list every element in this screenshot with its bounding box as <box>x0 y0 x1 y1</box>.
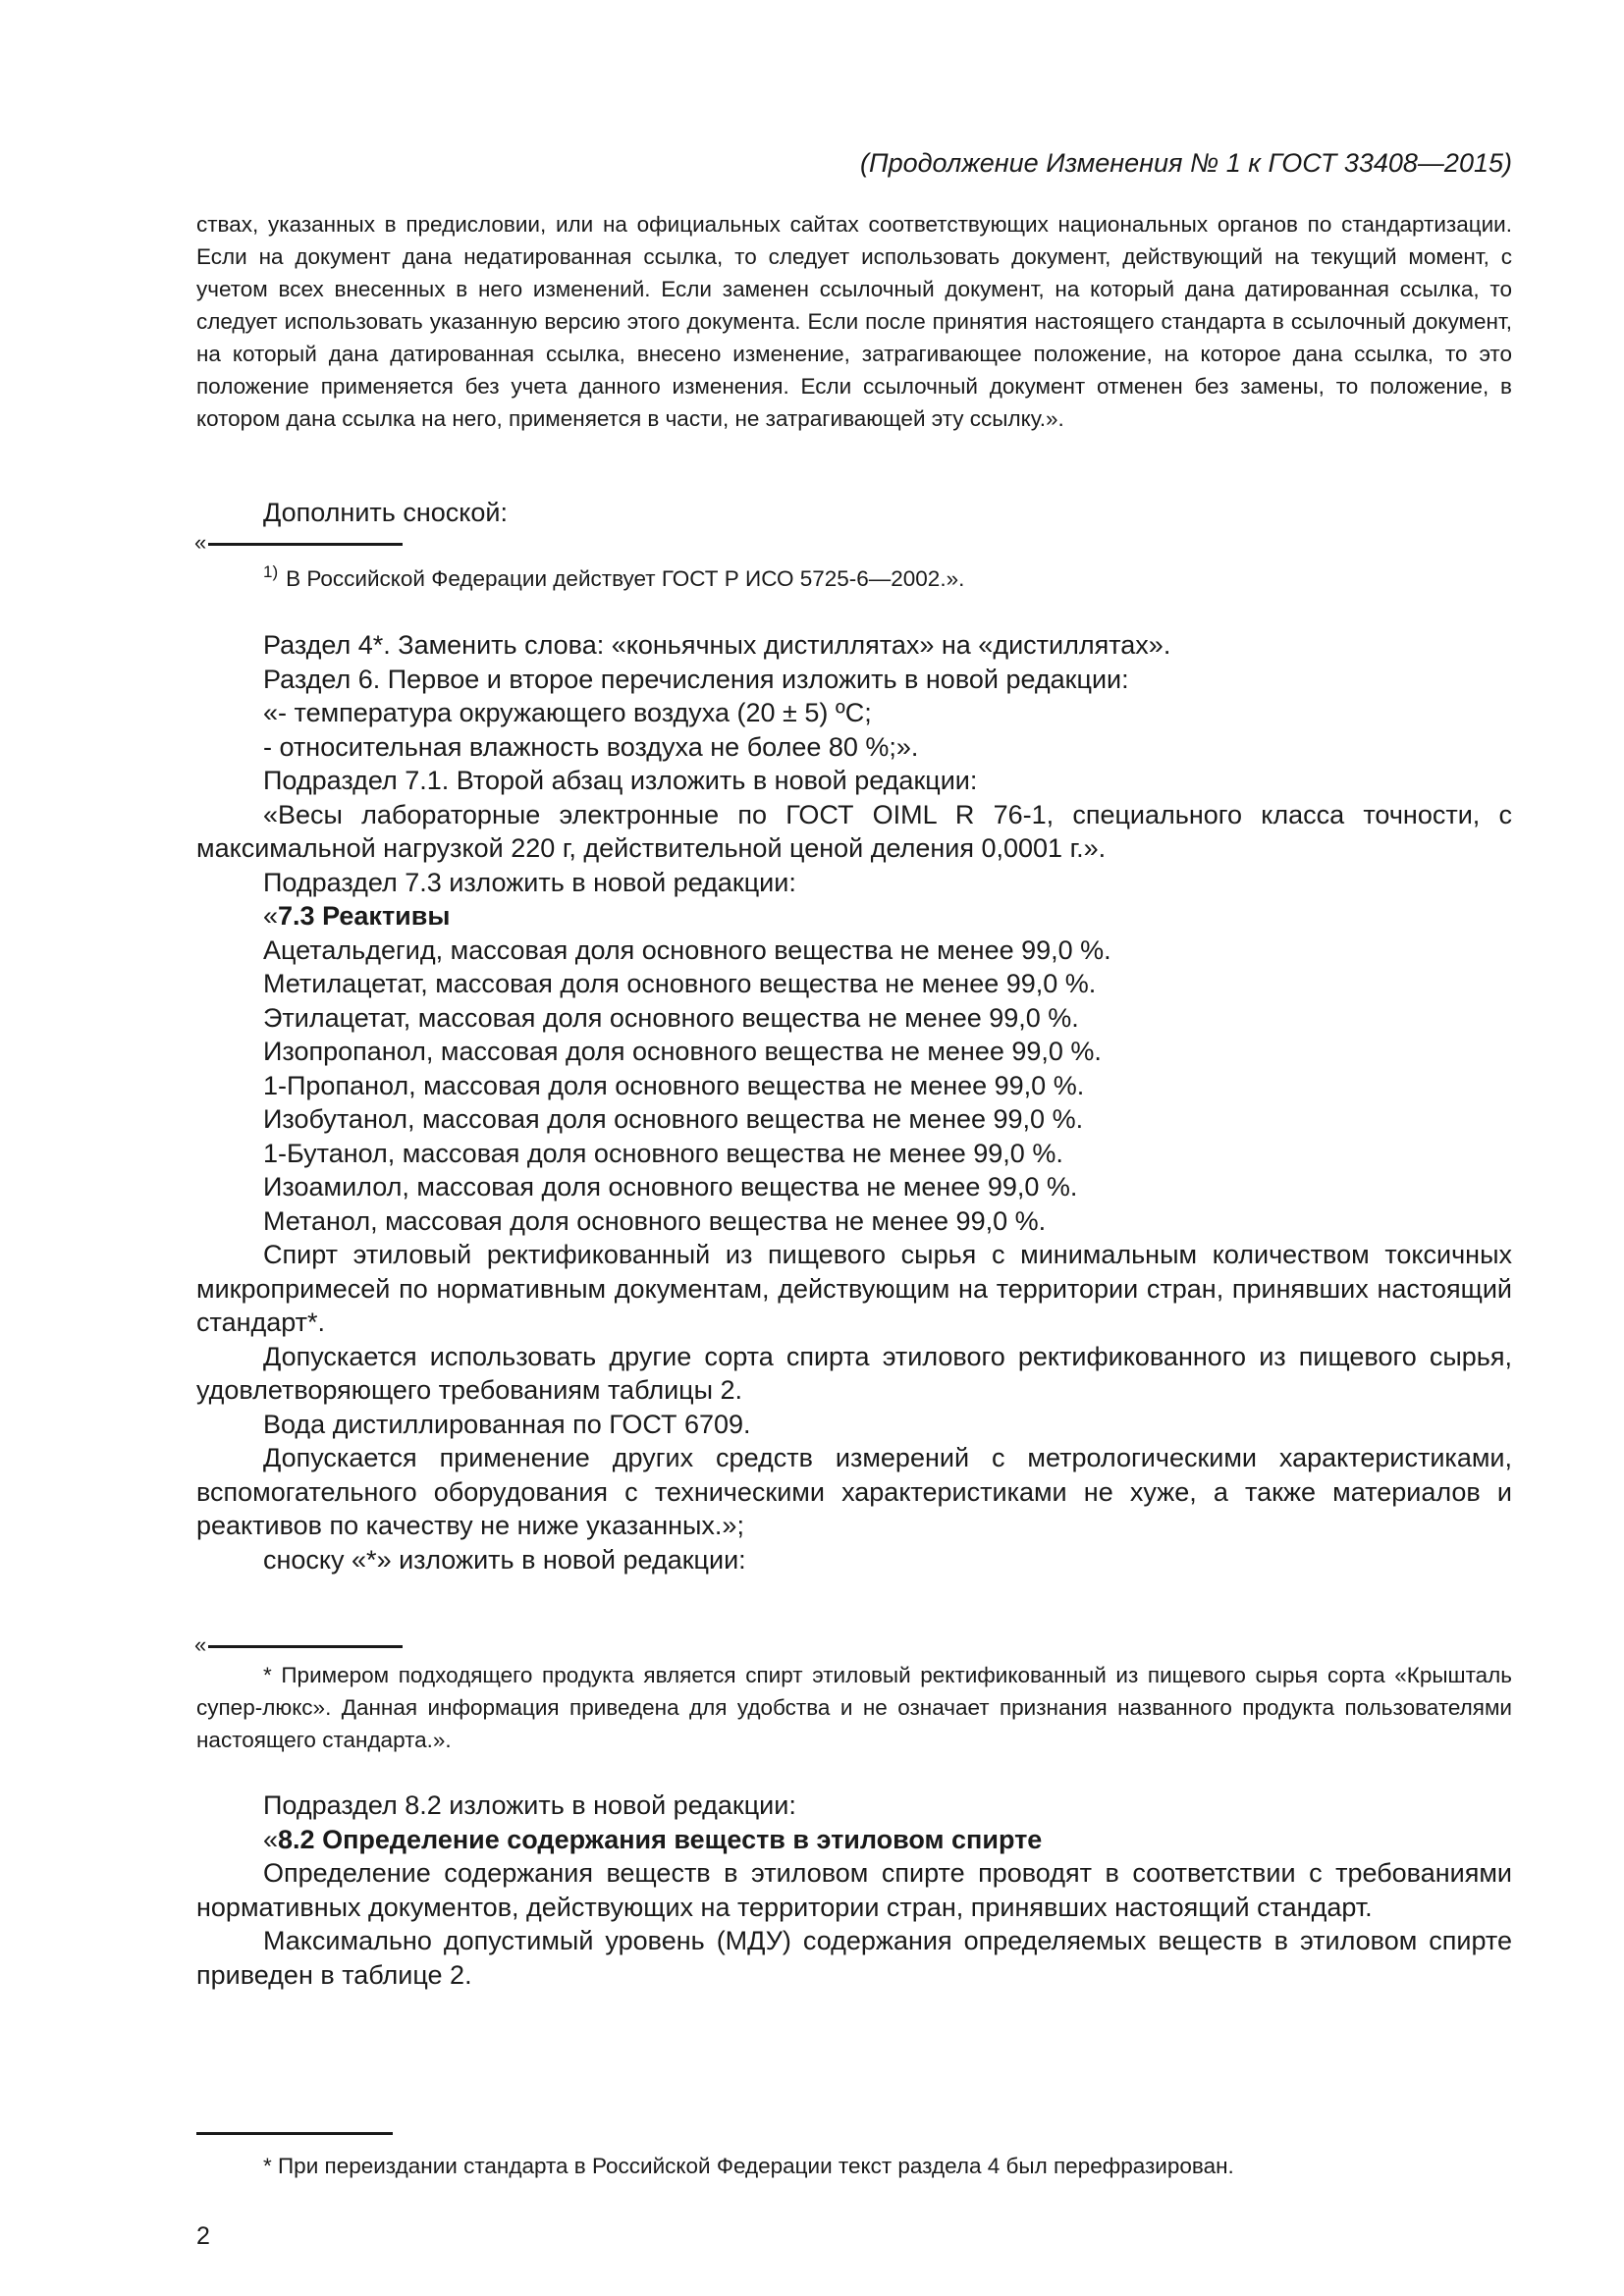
paragraph-8-2-b: Максимально допустимый уровень (МДУ) содержания определяемых веществ в этиловом спирте приведен в таблице 2. <box>196 1926 1512 1990</box>
subsection-7-3-intro: Подраздел 7.3 изложить в новой редакции: <box>263 867 796 897</box>
other-means-paragraph: Допускается применение других средств измерений с метрологическими характеристиками, вспомогательного оборудования с техническими характеристиками не хуже, а также материалов и реактивов по качеству не ниже указанных.»; <box>196 1443 1512 1540</box>
main-text <box>196 628 1512 1576</box>
heading-7-3-title: 7.3 Реактивы <box>278 901 451 931</box>
spirit-paragraph: Спирт этиловый ректификованный из пищевого сырья с минимальным количеством токсичных микропримесей по нормативным документам, действующим на территории стран, принявших настоящий стандарт*. <box>196 1240 1512 1337</box>
footnote-quote-mark: « <box>194 530 207 555</box>
heading-8-2: «8.2 Определение содержания веществ в этиловом спирте <box>263 1824 1043 1854</box>
heading-7-3: «7.3 Реактивы <box>263 901 451 931</box>
heading-8-2-title: 8.2 Определение содержания веществ в этиловом спирте <box>278 1824 1043 1854</box>
allowed-paragraph: Допускается использовать другие сорта спирта этилового ректификованного из пищевого сырья, удовлетворяющего требованиям таблицы 2. <box>196 1341 1512 1405</box>
subsection-8-2 <box>196 1789 1512 1992</box>
footnote-1 <box>263 556 1512 595</box>
reagent-item: Этилацетат, массовая доля основного вещества не менее 99,0 %. <box>263 1002 1079 1033</box>
line-temperature: «- температура окружающего воздуха (20 ± 5) ºС; <box>263 698 872 727</box>
intro-paragraph: ствах, указанных в предисловии, или на официальных сайтах соответствующих национальных органов по стандартизации. Если на документ дана недатированная ссылка, то следует использовать документ, действующий на текущий момент, с учетом всех внесенных в него изменений. Если заменен ссылочный документ, на который дана датированная ссылка, то следует использовать указанную версию этого документа. Если после принятия настоящего стандарта в ссылочный документ, на который дана датированная ссылка, внесено изменение, затрагивающее положение, на которое дана ссылка, то это положение применяется без учета данного изменения. Если ссылочный документ отменен без замены, то положение, в котором дана ссылка на него, применяется в части, не затрагивающей эту ссылку.». <box>196 212 1512 431</box>
footnote-star-rule <box>208 1645 403 1648</box>
reagent-item: Метанол, массовая доля основного вещества не менее 99,0 %. <box>263 1205 1047 1236</box>
footnote-star-intro: сноску «*» изложить в новой редакции: <box>263 1544 746 1575</box>
reagent-item: 1-Бутанол, массовая доля основного вещества не менее 99,0 %. <box>263 1138 1063 1168</box>
footnote-star-quote-mark: « <box>194 1632 207 1657</box>
reagent-item: Изоамилол, массовая доля основного вещества не менее 99,0 %. <box>263 1172 1078 1201</box>
bottom-footnote-rule <box>196 2132 393 2135</box>
reagent-item: Метилацетат, массовая доля основного вещества не менее 99,0 %. <box>263 969 1097 998</box>
line-humidity: - относительная влажность воздуха не более 80 %;». <box>263 731 919 762</box>
line-subsection-7-1: Подраздел 7.1. Второй абзац изложить в новой редакции: <box>263 766 978 795</box>
footnote-star-text: * Примером подходящего продукта является спирт этиловый ректификованный из пищевого сырья сорта «Крышталь супер-люкс». Данная информация приведена для удобства и не означает признания названного продукта пользователями настоящего стандарта.». <box>196 1663 1512 1752</box>
line-section-6: Раздел 6. Первое и второе перечисления изложить в новой редакции: <box>263 664 1129 694</box>
page-number: 2 <box>196 2222 210 2250</box>
line-section-4: Раздел 4*. Заменить слова: «коньячных дистиллятах» на «дистиллятах». <box>263 630 1171 660</box>
reagent-item: Ацетальдегид, массовая доля основного вещества не менее 99,0 %. <box>263 934 1111 965</box>
footnote-1-mark: 1) <box>263 562 279 581</box>
bottom-footnote: * При переиздании стандарта в Российской Федерации текст раздела 4 был перефразирован. <box>263 2154 1234 2178</box>
add-footnote-label: Дополнить сноской: <box>263 498 508 527</box>
running-header: (Продолжение Изменения № 1 к ГОСТ 33408—2015) <box>860 148 1512 178</box>
footnote-rule <box>208 543 403 546</box>
water-line: Вода дистиллированная по ГОСТ 6709. <box>263 1409 751 1439</box>
paragraph-8-2-a: Определение содержания веществ в этиловом спирте проводят в соответствии с требованиями нормативных документов, действующих на территории стран, принявших настоящий стандарт. <box>196 1858 1512 1922</box>
subsection-8-2-intro: Подраздел 8.2 изложить в новой редакции: <box>263 1790 796 1820</box>
reagent-item: Изобутанол, массовая доля основного вещества не менее 99,0 %. <box>263 1104 1084 1134</box>
reagent-item: 1-Пропанол, массовая доля основного вещества не менее 99,0 %. <box>263 1070 1085 1100</box>
footnote-1-text: В Российской Федерации действует ГОСТ Р ИСО 5725-6—2002.». <box>286 566 965 591</box>
reagent-item: Изопропанол, массовая доля основного вещества не менее 99,0 %. <box>263 1037 1102 1066</box>
scales-paragraph: «Весы лабораторные электронные по ГОСТ OIML R 76-1, специального класса точности, с максимальной нагрузкой 220 г, действительной ценой деления 0,0001 г.». <box>196 799 1512 863</box>
